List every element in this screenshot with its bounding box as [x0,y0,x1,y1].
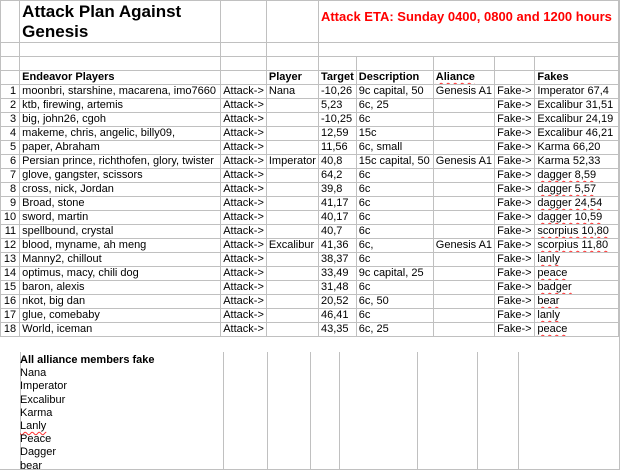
cell-player[interactable]: Excalibur [266,239,318,253]
attack-eta[interactable]: Attack ETA: Sunday 0400, 0800 and 1200 hours [318,1,618,43]
cell-target[interactable]: 12,59 [318,127,356,141]
cell-attack[interactable]: Attack-> [221,141,267,155]
cell-desc[interactable]: 6c, 25 [356,323,433,337]
cell-attack[interactable]: Attack-> [221,99,267,113]
notes-item[interactable]: Nana [20,367,47,380]
cell-players[interactable]: baron, alexis [20,281,221,295]
cell-attack[interactable]: Attack-> [221,127,267,141]
grid-line [223,352,224,470]
cell-n[interactable]: 8 [1,183,20,197]
cell-desc[interactable]: 9c capital, 25 [356,267,433,281]
cell-alliance[interactable] [433,197,494,211]
table-row [1,267,619,281]
cell-alliance[interactable] [433,113,494,127]
header-player[interactable]: Player [266,71,318,85]
cell-fakes[interactable]: scorpius 11,80 [535,239,619,253]
cell-alliance[interactable] [433,267,494,281]
cell-target[interactable]: 39,8 [318,183,356,197]
cell-fakes[interactable]: peace [535,323,619,337]
cell-players[interactable]: Broad, stone [20,197,221,211]
cell-player[interactable] [266,141,318,155]
cell-player[interactable] [266,127,318,141]
cell-target[interactable]: 11,56 [318,141,356,155]
cell-n[interactable]: 2 [1,99,20,113]
header-row [1,71,619,85]
cell-player[interactable] [266,211,318,225]
cell-player[interactable] [266,281,318,295]
cell-players[interactable]: Persian prince, richthofen, glory, twister [20,155,221,169]
cell-target[interactable]: 20,52 [318,295,356,309]
cell-alliance[interactable] [433,281,494,295]
cell-player[interactable] [266,225,318,239]
title-row [1,1,619,43]
table-row [1,85,619,99]
cell-fake[interactable]: Fake-> [495,239,535,253]
cell-attack[interactable]: Attack-> [221,211,267,225]
table-row [1,239,619,253]
cell-player[interactable] [266,323,318,337]
cell-attack[interactable]: Attack-> [221,267,267,281]
grid-line [267,352,268,470]
cell-fakes[interactable]: Excalibur 31,51 [535,99,619,113]
cell-fakes[interactable]: dagger 8,59 [535,169,619,183]
table-row [1,295,619,309]
table-row [1,113,619,127]
table-row [1,127,619,141]
notes-item[interactable]: Peace [20,433,52,446]
table-row [1,169,619,183]
cell-attack[interactable]: Attack-> [221,295,267,309]
cell-n[interactable]: 9 [1,197,20,211]
cell-desc[interactable]: 15c capital, 50 [356,155,433,169]
cell-target[interactable]: 38,37 [318,253,356,267]
cell-fake[interactable]: Fake-> [495,281,535,295]
cell-n[interactable]: 3 [1,113,20,127]
cell-target[interactable]: -10,25 [318,113,356,127]
cell-fakes[interactable]: dagger 10,59 [535,211,619,225]
cell-attack[interactable]: Attack-> [221,155,267,169]
cell-fake[interactable]: Fake-> [495,169,535,183]
cell-target[interactable]: 40,17 [318,211,356,225]
cell-fake[interactable]: Fake-> [495,197,535,211]
blank-row [1,57,619,71]
cell-n[interactable]: 12 [1,239,20,253]
cell-fake[interactable]: Fake-> [495,183,535,197]
cell-fake[interactable]: Fake-> [495,267,535,281]
notes-item[interactable]: Dagger [20,446,57,459]
cell-desc[interactable]: 6c [356,211,433,225]
cell-fake[interactable]: Fake-> [495,211,535,225]
cell-desc[interactable]: 6c [356,253,433,267]
cell-fakes[interactable]: lanly [535,309,619,323]
notes-item[interactable]: Lanly [20,420,47,433]
cell-desc[interactable]: 6c [356,197,433,211]
cell-n[interactable]: 15 [1,281,20,295]
cell-attack[interactable]: Attack-> [221,113,267,127]
cell-fake[interactable]: Fake-> [495,113,535,127]
cell-players[interactable]: blood, myname, ah meng [20,239,221,253]
table-row [1,211,619,225]
cell-attack[interactable]: Attack-> [221,239,267,253]
fake-notes [20,354,155,473]
cell-target[interactable]: 43,35 [318,323,356,337]
cell-alliance[interactable] [433,323,494,337]
table-row [1,323,619,337]
cell-fake[interactable]: Fake-> [495,127,535,141]
cell-fakes[interactable]: Karma 66,20 [535,141,619,155]
title-row-2 [1,43,619,57]
cell-player[interactable] [266,253,318,267]
grid-line [339,352,340,470]
cell-player[interactable]: Nana [266,85,318,99]
cell-players[interactable]: spellbound, crystal [20,225,221,239]
cell-n[interactable]: 7 [1,169,20,183]
cell-alliance[interactable]: Genesis A1 [433,155,494,169]
cell-target[interactable]: 41,36 [318,239,356,253]
cell-player[interactable] [266,197,318,211]
cell-player[interactable] [266,309,318,323]
cell-players[interactable]: Manny2, chillout [20,253,221,267]
cell-n[interactable]: 4 [1,127,20,141]
cell-player[interactable]: Imperator [266,155,318,169]
cell-alliance[interactable] [433,211,494,225]
cell-attack[interactable]: Attack-> [221,281,267,295]
cell-fakes[interactable]: scorpius 10,80 [535,225,619,239]
cell-attack[interactable]: Attack-> [221,85,267,99]
cell-attack[interactable]: Attack-> [221,323,267,337]
cell-target[interactable]: -10,26 [318,85,356,99]
cell-alliance[interactable]: Genesis A1 [433,239,494,253]
cell-target[interactable]: 64,2 [318,169,356,183]
grid-line [518,352,519,470]
cell-desc[interactable]: 6c [356,309,433,323]
notes-heading[interactable]: All alliance members fake [20,354,155,366]
cell-alliance[interactable] [433,169,494,183]
cell-desc[interactable]: 6c [356,169,433,183]
cell-fakes[interactable]: dagger 24,54 [535,197,619,211]
cell-fake[interactable]: Fake-> [495,295,535,309]
cell-target[interactable]: 40,8 [318,155,356,169]
table-row [1,309,619,323]
cell-alliance[interactable] [433,253,494,267]
cell-fakes[interactable]: Excalibur 24,19 [535,113,619,127]
cell-fakes[interactable]: Imperator 67,4 [535,85,619,99]
cell-players[interactable]: makeme, chris, angelic, billy09, [20,127,221,141]
cell-alliance[interactable] [433,141,494,155]
table-row [1,197,619,211]
cell-alliance[interactable]: Genesis A1 [433,85,494,99]
cell-n[interactable]: 18 [1,323,20,337]
cell-attack[interactable]: Attack-> [221,253,267,267]
cell-players[interactable]: big, john26, cgoh [20,113,221,127]
cell-n[interactable]: 10 [1,211,20,225]
cell-n[interactable]: 14 [1,267,20,281]
cell-desc[interactable]: 6c [356,281,433,295]
cell-fake[interactable]: Fake-> [495,85,535,99]
notes-item[interactable]: Excalibur [20,393,66,406]
notes-item[interactable]: Imperator [20,380,68,393]
header-players[interactable]: Endeavor Players [20,71,221,85]
cell-desc[interactable]: 6c [356,225,433,239]
cell-attack[interactable]: Attack-> [221,309,267,323]
cell-player[interactable] [266,183,318,197]
cell-n[interactable]: 5 [1,141,20,155]
cell-player[interactable] [266,113,318,127]
cell-alliance[interactable] [433,309,494,323]
cell-player[interactable] [266,99,318,113]
cell-fakes[interactable]: badger [535,281,619,295]
cell-fakes[interactable]: Excalibur 46,21 [535,127,619,141]
header-description[interactable]: Description [356,71,433,85]
cell-players[interactable]: moonbri, starshine, macarena, imo7660 [20,85,221,99]
cell-players[interactable]: glue, comebaby [20,309,221,323]
cell-n[interactable]: 6 [1,155,20,169]
cell-alliance[interactable] [433,225,494,239]
cell-target[interactable]: 46,41 [318,309,356,323]
grid-line [477,352,478,470]
cell-target[interactable]: 40,7 [318,225,356,239]
cell-target[interactable]: 41,17 [318,197,356,211]
cell-desc[interactable]: 6c, small [356,141,433,155]
cell-target[interactable]: 31,48 [318,281,356,295]
cell-attack[interactable]: Attack-> [221,183,267,197]
table-row [1,281,619,295]
cell-attack[interactable]: Attack-> [221,225,267,239]
cell-alliance[interactable] [433,127,494,141]
cell-players[interactable]: optimus, macy, chili dog [20,267,221,281]
header-alliance[interactable]: Aliance [433,71,494,85]
header-fakes[interactable]: Fakes [535,71,619,85]
cell-player[interactable] [266,295,318,309]
cell-desc[interactable]: 15c [356,127,433,141]
cell-n[interactable]: 13 [1,253,20,267]
grid-line [310,352,311,470]
cell-fake[interactable]: Fake-> [495,253,535,267]
cell-n[interactable]: 16 [1,295,20,309]
cell-players[interactable]: World, iceman [20,323,221,337]
cell-players[interactable]: paper, Abraham [20,141,221,155]
cell-attack[interactable]: Attack-> [221,197,267,211]
table-row [1,155,619,169]
cell-players[interactable]: glove, gangster, scissors [20,169,221,183]
notes-item[interactable]: bear [20,459,43,472]
cell-alliance[interactable] [433,183,494,197]
cell-n[interactable]: 11 [1,225,20,239]
cell-players[interactable]: ktb, firewing, artemis [20,99,221,113]
cell-desc[interactable]: 6c [356,183,433,197]
cell-desc[interactable]: 6c, 25 [356,99,433,113]
cell-attack[interactable]: Attack-> [221,169,267,183]
cell-fake[interactable]: Fake-> [495,99,535,113]
cell-desc[interactable]: 6c [356,113,433,127]
cell-fakes[interactable]: bear [535,295,619,309]
table-row [1,99,619,113]
sheet-title[interactable]: Attack Plan Against Genesis [20,1,221,43]
cell-fake[interactable]: Fake-> [495,141,535,155]
cell-fake[interactable]: Fake-> [495,323,535,337]
cell-player[interactable] [266,267,318,281]
cell-n[interactable]: 17 [1,309,20,323]
cell-fake[interactable]: Fake-> [495,309,535,323]
notes-item[interactable]: Karma [20,406,53,419]
table-row [1,225,619,239]
cell-fake[interactable]: Fake-> [495,155,535,169]
table-row [1,183,619,197]
cell-target[interactable]: 33,49 [318,267,356,281]
cell-fakes[interactable]: peace [535,267,619,281]
cell-desc[interactable]: 6c, 50 [356,295,433,309]
cell-n[interactable]: 1 [1,85,20,99]
table-row [1,141,619,155]
cell-fakes[interactable]: dagger 5,57 [535,183,619,197]
cell-desc[interactable]: 9c capital, 50 [356,85,433,99]
cell-players[interactable]: cross, nick, Jordan [20,183,221,197]
header-target[interactable]: Target [318,71,356,85]
cell-fakes[interactable]: lanly [535,253,619,267]
table-row [1,253,619,267]
cell-desc[interactable]: 6c, [356,239,433,253]
cell-fakes[interactable]: Karma 52,33 [535,155,619,169]
grid-line [417,352,418,470]
cell-fake[interactable]: Fake-> [495,225,535,239]
cell-target[interactable]: 5,23 [318,99,356,113]
cell-players[interactable]: nkot, big dan [20,295,221,309]
cell-alliance[interactable] [433,295,494,309]
cell-player[interactable] [266,169,318,183]
cell-alliance[interactable] [433,99,494,113]
cell-players[interactable]: sword, martin [20,211,221,225]
